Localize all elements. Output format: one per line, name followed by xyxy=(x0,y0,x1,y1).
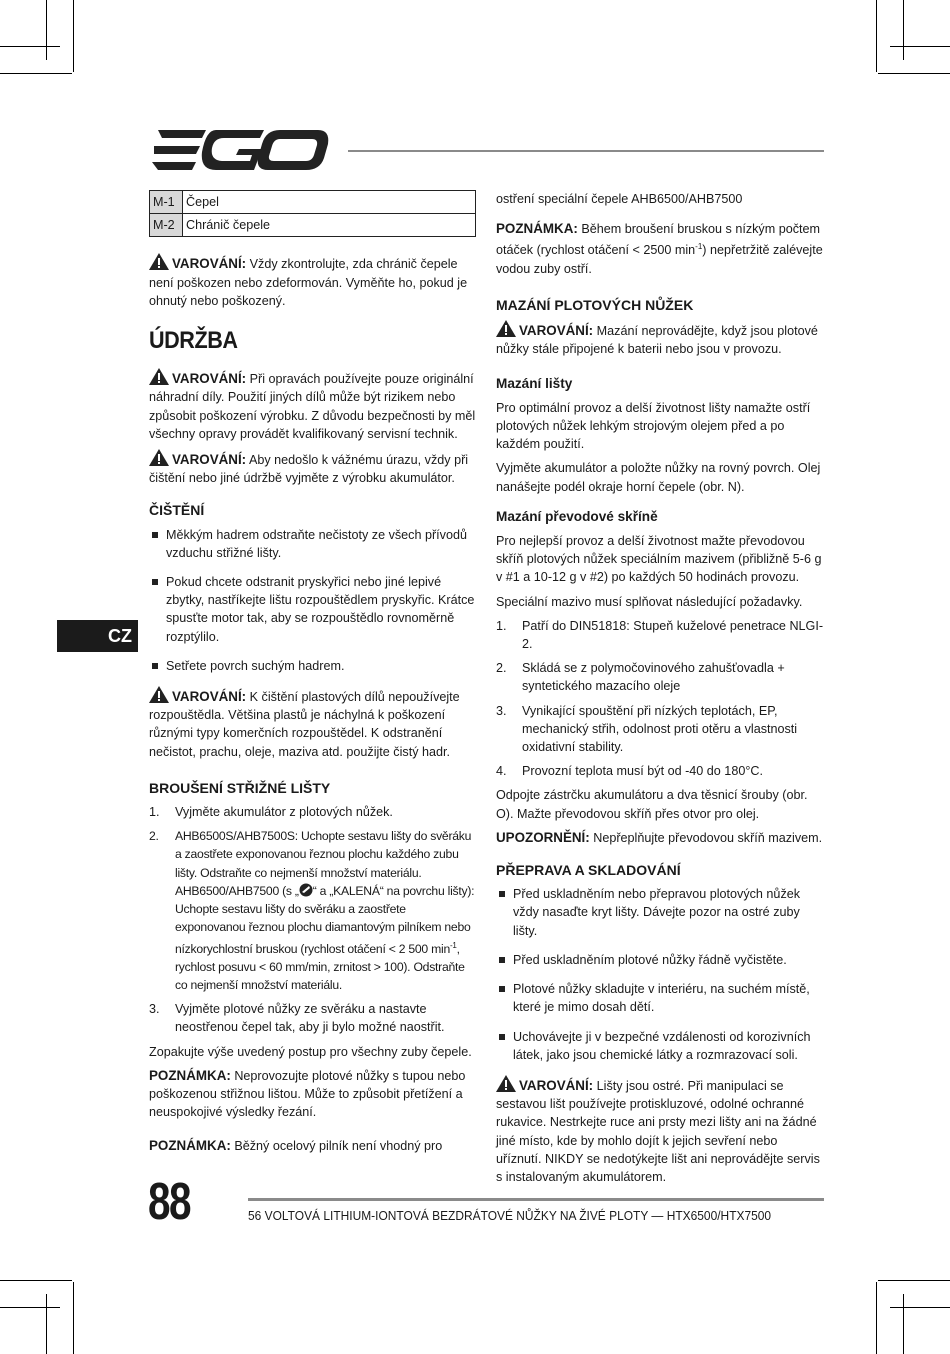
crop-mark xyxy=(0,73,72,74)
part-label: Chránič čepele xyxy=(183,214,476,237)
warning-triangle-icon xyxy=(149,449,169,466)
step-text: Patří do DIN51818: Stupeň kuželové penetrace NLGI-2. xyxy=(522,618,824,652)
page-number: 88 xyxy=(148,1173,190,1231)
list-item xyxy=(149,827,476,994)
gearbox-title: Mazání převodové skříně xyxy=(496,508,658,524)
paragraph: Vyjměte akumulátor a položte nůžky na rovný povrch. Olej nanášejte podél okraje horní čepele (obr. N). xyxy=(496,461,821,494)
warning-label: VAROVÁNÍ: xyxy=(172,452,247,468)
footer-text: 56 VOLTOVÁ LITHIUM-IONTOVÁ BEZDRÁTOVÉ NŮŽKY NA ŽIVÉ PLOTY — HTX6500/HTX7500 xyxy=(248,1208,772,1223)
crop-mark xyxy=(878,1280,950,1281)
step-number: 3. xyxy=(149,1002,160,1017)
warning-triangle-icon xyxy=(149,253,169,270)
warning-triangle-icon xyxy=(149,686,169,703)
part-code: M-1 xyxy=(150,191,183,214)
blade-lube-title: Mazání lišty xyxy=(496,375,573,391)
warning-text: K čištění plastových dílů nepoužívejte rozpouštědla. Většina plastů je náchylná k poškození různými typy komerčních rozpouštědel. K odstranění nečistot, prachu, oleje, maziva atd. použijte čistý hadr. xyxy=(149,690,460,759)
crop-mark xyxy=(876,0,877,72)
warning-lubrication xyxy=(496,320,826,358)
warning-text: Aby nedošlo k vážnému úrazu, vždy při čištění nebo jiné údržbě vyjměte z výrobku akumulátor. xyxy=(149,453,469,486)
warning-text: Lišty jsou ostré. Při manipulaci se sestavou lišt používejte protiskluzové, odolné ochranné rukavice. Nestrkejte ruce ani prsty mezi lišty ani na žádné jiné místo, kde by mohlo dojít k jejich sevření nebo uříznutí. NIKDY se nedotýkejte lišt ani neprovádějte servis s instalovaným akumulátorem. xyxy=(496,1078,820,1184)
step-text: Vyjměte akumulátor z plotových nůžek. xyxy=(175,805,393,820)
language-tab xyxy=(57,620,138,652)
step-text: Vyjměte plotové nůžky ze svěráku a nastavte neostřenou čepel tak, aby ji bylo možné naostřit. xyxy=(175,1002,445,1035)
crop-mark xyxy=(903,0,904,60)
paragraph: Pro nejlepší provoz a delší životnost mažte převodovou skříň plotových nůžek speciálním mazivem (přibližně 5-6 g v #1 a 10-12 g v #2) po každých 50 hodinách provozu. xyxy=(496,534,822,585)
step-number: 2. xyxy=(496,661,507,676)
note-text: Během broušení bruskou s nízkým počtem otáček (rychlost otáčení < 2500 min xyxy=(496,222,821,258)
crop-mark xyxy=(878,73,950,74)
note-label: POZNÁMKA: xyxy=(149,1067,231,1083)
step-text: , rychlost posuvu < 60 mm/min, zrnitost > 100). Odstraňte co nejmenší množství materiálu. xyxy=(175,941,465,992)
footer-rule xyxy=(248,1198,824,1201)
continued-text: ostření speciální čepele AHB6500/AHB7500 xyxy=(496,192,743,206)
sharpening-title: BROUŠENÍ STŘIŽNÉ LIŠTY xyxy=(149,779,331,796)
list-item: Měkkým hadrem odstraňte nečistoty ze všech přívodů vzduchu střižné lišty. xyxy=(149,526,476,562)
superscript: -1 xyxy=(695,242,703,252)
step-number: 4. xyxy=(496,764,507,779)
paragraph: Speciální mazivo musí splňovat následující požadavky. xyxy=(496,594,803,609)
warning-label: VAROVÁNÍ: xyxy=(172,371,247,387)
step-text: Provozní teplota musí být od -40 do 180°C. xyxy=(522,764,763,779)
step-text: “ a „KALENÁ“ na povrchu lišty): Uchopte sestavu lišty do svěráku a zaostřete exponovanou řeznou plochu diamantovým pilníkem nebo nízkorychlostní bruskou (rychlost otáčení < 2 500 min xyxy=(175,883,475,956)
note-text: Běžný ocelový pilník není vhodný pro xyxy=(234,1139,443,1154)
warning-text: Mazání neprovádějte, když jsou plotové nůžky stále připojené k baterii nebo jsou v provozu. xyxy=(496,324,818,357)
note-text: ) nepřetržitě zalévejte vodou zuby ostří. xyxy=(496,243,823,276)
caution xyxy=(496,829,826,847)
crop-mark xyxy=(73,0,74,72)
crop-mark xyxy=(0,46,60,47)
warning-blade-guard xyxy=(149,253,476,310)
superscript: -1 xyxy=(450,940,457,950)
caution-text: Nepřeplňujte převodovou skříň mazivem. xyxy=(593,830,823,845)
ego-logo xyxy=(150,128,330,172)
warning-label: VAROVÁNÍ: xyxy=(172,256,247,272)
note-file xyxy=(149,1137,476,1155)
step-number: 3. xyxy=(496,703,507,718)
crop-mark xyxy=(46,1294,47,1354)
part-label: Čepel xyxy=(183,191,476,214)
step-text: AHB6500S/AHB7500S: Uchopte sestavu lišty do svěráku a zaostřete exponovanou řeznou plochu každého zubu lišty. Odstraňte co nejmenší množství materiálu. AHB6500/AHB7500 (s „ xyxy=(175,829,472,898)
caution-label: UPOZORNĚNÍ: xyxy=(496,829,590,845)
note-label: POZNÁMKA: xyxy=(149,1138,231,1154)
crop-mark xyxy=(876,1282,877,1354)
right-column xyxy=(496,190,826,1192)
warning-label: VAROVÁNÍ: xyxy=(172,689,247,705)
warning-text: Při opravách používejte pouze originální náhradní díly. Použití jiných dílů může být rizikem nebo způsobit poškození výrobku. Z důvodu bezpečnosti by měl všechny opravy provádět kvalifikovaný servisní technik. xyxy=(149,372,476,441)
warning-label: VAROVÁNÍ: xyxy=(519,323,594,339)
transport-title: PŘEPRAVA A SKLADOVÁNÍ xyxy=(496,862,681,879)
cleaning-list xyxy=(149,526,476,675)
left-column xyxy=(149,190,476,1162)
note-blunt xyxy=(149,1067,476,1122)
requirements-list xyxy=(496,617,826,781)
list-item: Plotové nůžky skladujte v interiéru, na suchém místě, které je mimo dosah dětí. xyxy=(496,980,826,1016)
section-title: ÚDRŽBA xyxy=(149,327,238,355)
lubrication-title: MAZÁNÍ PLOTOVÝCH NŮŽEK xyxy=(496,297,694,313)
note-label: POZNÁMKA: xyxy=(496,221,578,237)
list-item: Před uskladněním nebo přepravou plotových nůžek vždy nasaďte kryt lišty. Dávejte pozor na ostré zuby lišty. xyxy=(496,885,826,940)
warning-battery xyxy=(149,449,476,487)
list-item: Pokud chcete odstranit pryskyřici nebo jiné lepivé zbytky, nastříkejte lištu rozpouštědlem pryskyřic. Krátce spusťte motor tak, aby se rozpouštědlo rovnoměrně rozptýlilo. xyxy=(149,573,476,646)
list-item: Před uskladněním plotové nůžky řádně vyčistěte. xyxy=(496,951,826,969)
list-item: Setřete povrch suchým hadrem. xyxy=(149,657,476,675)
step-number: 1. xyxy=(149,805,160,820)
crop-mark xyxy=(890,46,950,47)
crop-mark xyxy=(890,1307,950,1308)
header-rule xyxy=(348,150,824,152)
list-item xyxy=(496,702,826,757)
repeat-text: Zopakujte výše uvedený postup pro všechny zuby čepele. xyxy=(149,1044,472,1059)
paragraph: Odpojte zástrčku akumulátoru a dva těsnicí šrouby (obr. O). Mažte převodovou skříň přes otvor pro olej. xyxy=(496,788,808,821)
list-item: Uchovávejte ji v bezpečné vzdálenosti od korozivních látek, jako jsou chemické látky a rozmrazovací soli. xyxy=(496,1028,826,1064)
note-text: Neprovozujte plotové nůžky s tupou nebo poškozenou střižnou lištou. Může to způsobit přetížení a neuspokojivé výsledky řezání. xyxy=(149,1068,466,1120)
warning-label: VAROVÁNÍ: xyxy=(519,1077,594,1093)
list-item xyxy=(496,762,826,780)
step-text: Vynikající spouštění při nízkých teplotách, EP, mechanický střih, odolnost proti otěru a vlastnosti oxidativní stability. xyxy=(522,703,798,755)
crop-mark xyxy=(46,0,47,60)
parts-table xyxy=(149,190,476,237)
step-number: 1. xyxy=(496,618,507,633)
hardened-blade-icon xyxy=(299,883,313,897)
list-item xyxy=(149,803,476,821)
step-number: 2. xyxy=(149,829,159,844)
crop-mark xyxy=(73,1282,74,1354)
warning-triangle-icon xyxy=(496,320,516,337)
language-tab-label: CZ xyxy=(108,626,132,646)
warning-triangle-icon xyxy=(149,368,169,385)
list-item xyxy=(496,617,826,653)
part-code: M-2 xyxy=(150,214,183,237)
list-item xyxy=(496,659,826,695)
table-row xyxy=(150,191,476,214)
note-grinder xyxy=(496,220,826,278)
list-item xyxy=(149,1000,476,1036)
warning-sharp xyxy=(496,1075,826,1186)
warning-text: Vždy zkontrolujte, zda chránič čepele není poškozen nebo zdeformován. Vyměňte ho, pokud je ohnutý nebo poškozený. xyxy=(149,257,468,308)
warning-triangle-icon xyxy=(496,1075,516,1092)
sharpening-steps xyxy=(149,803,476,1037)
cleaning-title: ČIŠTĚNÍ xyxy=(149,502,205,519)
step-text: Skládá se z polymočovinového zahušťovadla + syntetického mazacího oleje xyxy=(522,661,785,694)
crop-mark xyxy=(903,1294,904,1354)
warning-parts xyxy=(149,368,476,443)
warning-solvents xyxy=(149,686,476,761)
transport-list xyxy=(496,885,826,1064)
crop-mark xyxy=(0,1307,60,1308)
table-row xyxy=(150,214,476,237)
paragraph: Pro optimální provoz a delší životnost lišty namažte ostří plotových nůžek lehkým strojovým olejem před a po každém použití. xyxy=(496,400,811,452)
crop-mark xyxy=(0,1280,72,1281)
